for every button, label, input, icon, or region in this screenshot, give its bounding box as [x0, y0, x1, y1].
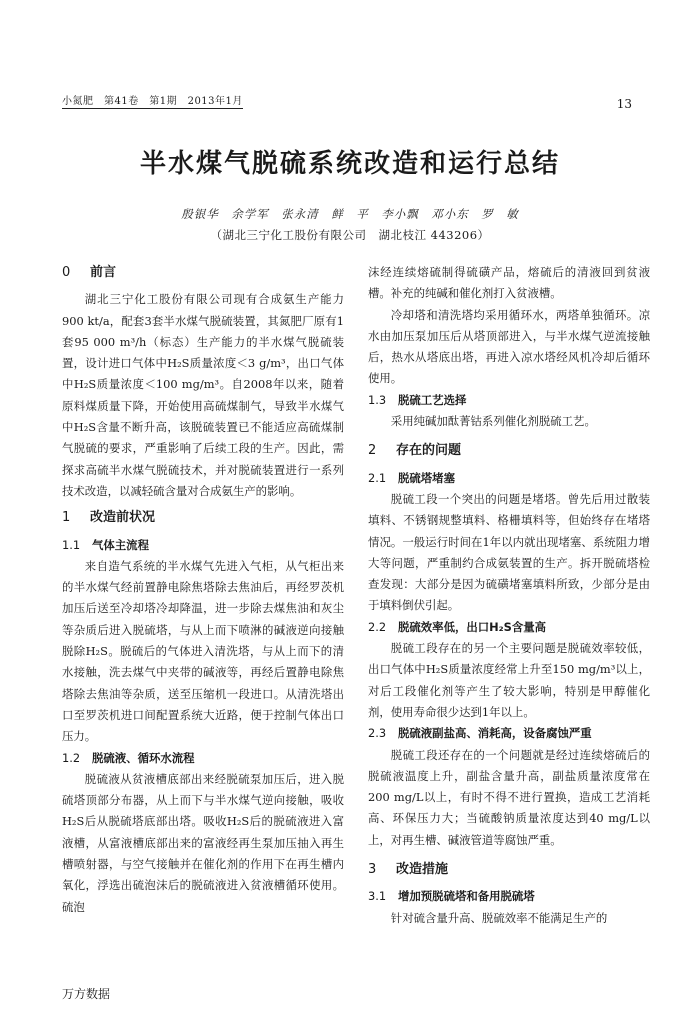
subsection-number: 1.3 [368, 392, 387, 407]
section-title: 前言 [90, 265, 117, 280]
paragraph: 冷却塔和清洗塔均采用循环水，两塔单独循环。凉水由加压泵加压后从塔顶部进入，与半水煤气逆流接触后，热水从塔底出塔，再进入凉水塔经风机冷却后循环使用。 [368, 307, 650, 386]
paragraph: 脱硫工段一个突出的问题是堵塔。曾先后用过散装填料、不锈钢规整填料、格栅填料等，但始终存在堵塔情况。一般运行时间在1年以内就出现堵塞、系统阻力增大等问题，严重制约合成氨装置的生产。拆开脱硫塔检查发现：大部分是因为硫磺堵塞填料所致，少部分是由于填料倒伏引起。 [368, 491, 650, 613]
left-column [62, 262, 344, 918]
paragraph: 脱硫液从贫液槽底部出来经脱硫泵加压后，进入脱硫塔顶部分布器，从上而下与半水煤气逆向接触，吸收H₂S后从脱硫塔底部出塔。吸收H₂S后的脱硫液进入富液槽，从富液槽底部出来的富液经再生泵加压抽入再生槽喷射器，与空气接触并在催化剂的作用下在再生槽内氧化，浮选出硫泡沫后的脱硫液进入贫液槽循环使用。硫泡 [62, 771, 344, 914]
section-title: 改造措施 [396, 862, 449, 878]
section-heading-0 [62, 262, 344, 283]
section-heading-2 [368, 440, 650, 461]
subsection-number: 3.1 [368, 889, 387, 904]
paragraph: 沫经连续熔硫制得硫磺产品，熔硫后的清液回到贫液槽。补充的纯碱和催化剂打入贫液槽。 [368, 265, 650, 301]
affiliation: （湖北三宁化工股份有限公司 湖北枝江 443206） [210, 228, 490, 242]
subsection-heading-1-2 [62, 748, 344, 769]
section-number: 1 [62, 510, 71, 526]
section-number: 2 [368, 443, 377, 459]
subsection-title: 脱硫液、循环水流程 [92, 750, 195, 765]
subsection-heading-2-3 [368, 723, 650, 744]
section-heading-1 [62, 507, 344, 528]
subsection-title: 气体主流程 [92, 537, 149, 552]
paragraph: 采用纯碱加酞菁钴系列催化剂脱硫工艺。 [390, 414, 596, 429]
section-title: 存在的问题 [396, 443, 462, 459]
subsection-number: 2.1 [368, 470, 387, 485]
subsection-heading-1-1 [62, 535, 344, 556]
paragraph: 脱硫工段存在的另一个主要问题是脱硫效率较低，出口气体中H₂S质量浓度经常上升至150 mg/m³以上，对后工段催化剂等产生了较大影响，特别是甲醇催化剂，使用寿命很少达到1年以上。 [368, 641, 650, 719]
author-list: 殷银华 余学军 张永清 鲜 平 李小飘 邓小东 罗 敏 [181, 207, 519, 221]
paragraph: 脱硫工段还存在的一个问题就是经过连续熔硫后的脱硫液温度上升，副盐含量升高，副盐质量浓度常在200 mg/L以上，有时不得不进行置换，造成工艺消耗高、环保压力大；当硫酸钠质量浓度达到40 mg/L以上，对再生槽、碱液管道等腐蚀严重。 [368, 747, 650, 847]
subsection-title: 脱硫液副盐高、消耗高，设备腐蚀严重 [398, 726, 592, 741]
section-number: 3 [368, 862, 377, 878]
subsection-number: 2.3 [368, 726, 387, 741]
subsection-heading-3-1 [368, 886, 650, 907]
subsection-title: 增加预脱硫塔和备用脱硫塔 [398, 889, 535, 904]
paragraph: 来自造气系统的半水煤气先进入气柜，从气柜出来的半水煤气经前置静电除焦塔除去焦油后，再经罗茨机加压后送至冷却塔冷却降温，进一步除去煤焦油和灰尘等杂质后进入脱硫塔，与从上而下喷淋的碱液逆向接触脱除H₂S。脱硫后的气体进入清洗塔，与从上而下的清水接触，洗去煤气中夹带的碱液等，再经后置静电除焦塔除去焦油等杂质，送至压缩机一段进口。从清洗塔出口至罗茨机进口间配置系统大近路，便于控制气体出口压力。 [62, 558, 344, 744]
source-watermark: 万方数据 [62, 987, 111, 1001]
subsection-number: 1.1 [62, 537, 81, 552]
subsection-title: 脱硫效率低，出口H₂S含量高 [398, 619, 547, 634]
subsection-heading-1-3 [368, 390, 650, 411]
paragraph: 湖北三宁化工股份有限公司现有合成氨生产能力900 kt/a，配套3套半水煤气脱硫装置，其氮肥厂原有1套95 000 m³/h（标态）生产能力的半水煤气脱硫装置，设计进口气体中H₂S质量浓度＜3 g/m³，出口气体中H₂S质量浓度＜100 mg/m³。自2008年以来，随着原料煤质量下降，开始使用高硫煤制气，导致半水煤气中H₂S含量不断升高，该脱硫装置已不能适应高硫煤制气脱硫的要求，严重影响了后续工段的生产。因此，需探求高硫半水煤气脱硫技术，并对脱硫装置进行一系列技术改造，以减轻硫含量对合成氨生产的影响。 [62, 292, 344, 498]
subsection-number: 1.2 [62, 750, 81, 765]
subsection-heading-2-1 [368, 468, 650, 489]
section-title: 改造前状况 [90, 510, 156, 526]
page-number: 13 [616, 97, 632, 111]
subsection-heading-2-2 [368, 617, 650, 638]
article-title: 半水煤气脱硫系统改造和运行总结 [139, 149, 560, 179]
right-column [368, 262, 650, 929]
subsection-title: 脱硫工艺选择 [398, 392, 467, 407]
subsection-number: 2.2 [368, 619, 387, 634]
running-head: 小氮肥 第41卷 第1期 2013年1月 [62, 92, 243, 109]
paragraph: 针对硫含量升高、脱硫效率不能满足生产的 [390, 910, 608, 925]
section-number: 0 [62, 265, 71, 280]
section-heading-3 [368, 859, 650, 880]
subsection-title: 脱硫塔堵塞 [398, 470, 455, 485]
